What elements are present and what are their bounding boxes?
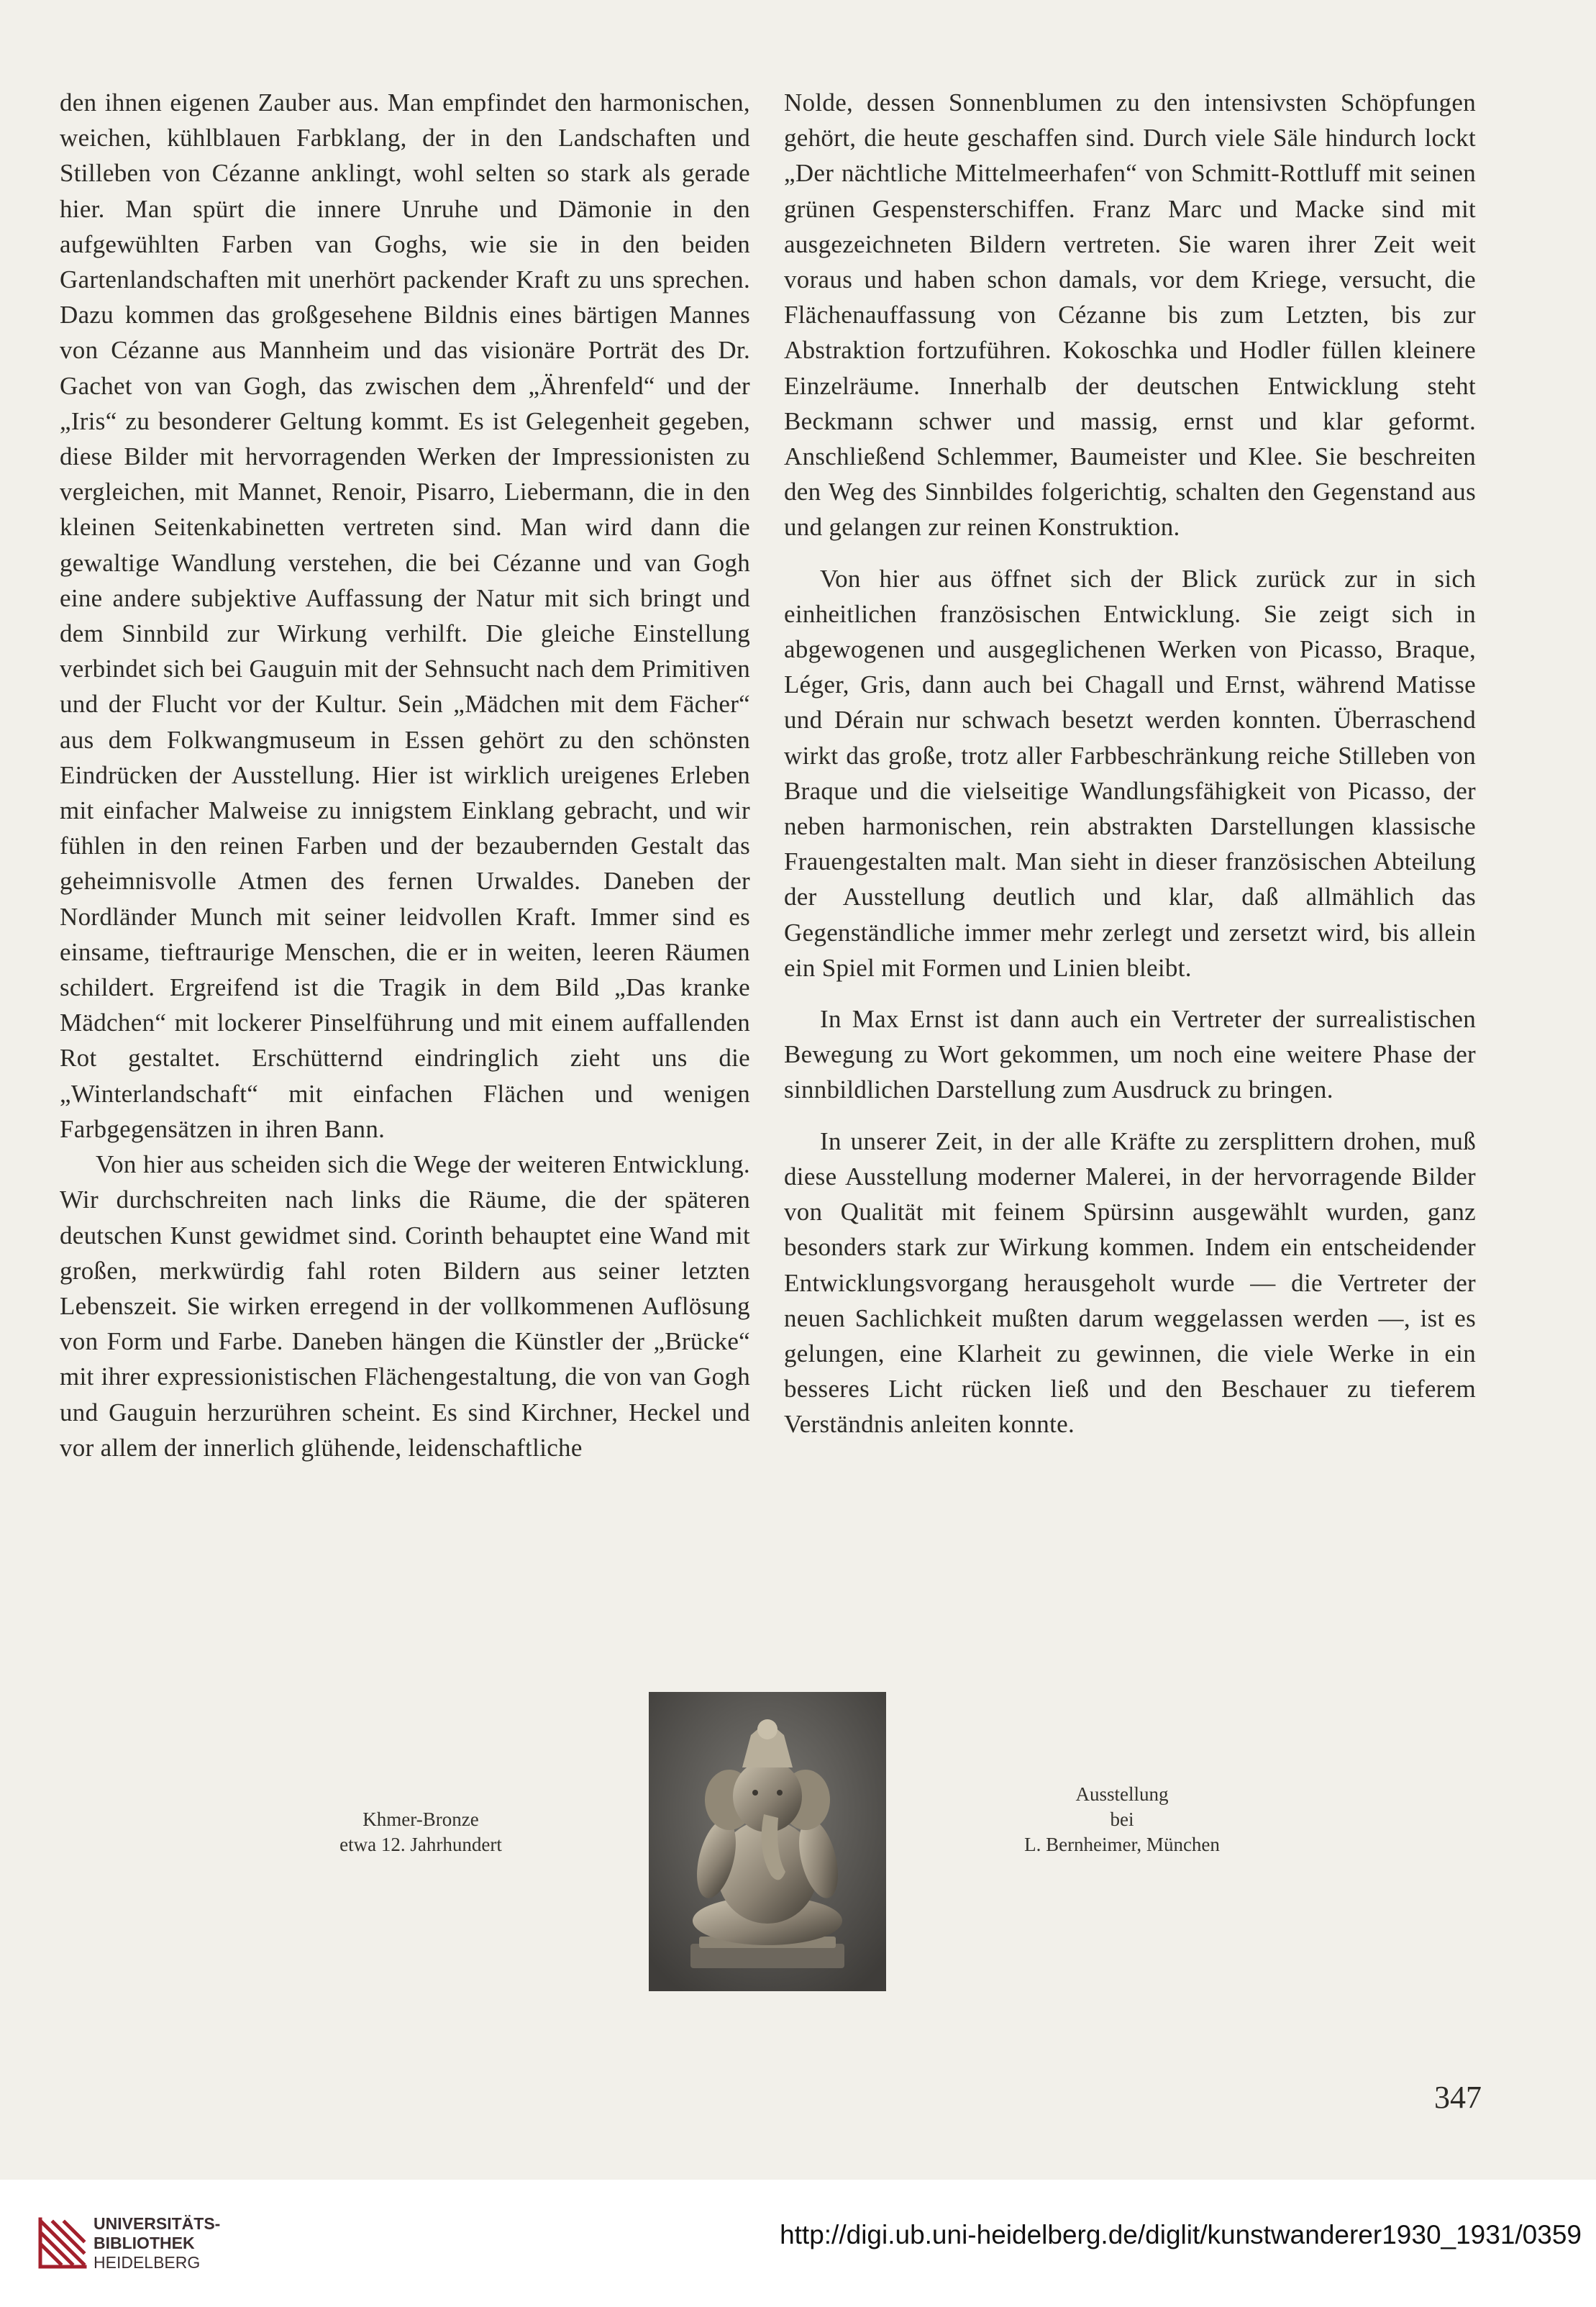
caption-line: L. Bernheimer, München (1024, 1834, 1220, 1855)
caption-line: Ausstellung (1075, 1783, 1169, 1805)
caption-line: etwa 12. Jahrhundert (339, 1834, 502, 1855)
page-number: 347 (1434, 2080, 1482, 2115)
university-library-logo-icon (37, 2212, 88, 2271)
paragraph: den ihnen eigenen Zauber aus. Man empfindet den harmonischen, weichen, kühlblauen Farbklang, der in den Landschaften und Stilleben von Cézanne anklingt, wohl selten so stark als gerade hier. Man spürt die innere Unruhe und Dämonie in den aufgewühlten Farben van Goghs, wie sie in den beiden Gartenlandschaften mit unerhört packender Kraft zu uns sprechen. Dazu kommen das großgesehene Bildnis eines bärtigen Mannes von Cézanne aus Mannheim und das visionäre Porträt des Dr. Gachet von van Gogh, das zwischen dem „Ährenfeld“ und der „Iris“ zu besonderer Geltung kommt. Es ist Gelegenheit gegeben, diese Bilder mit hervorragenden Werken der Impressionisten zu vergleichen, mit Mannet, Renoir, Pisarro, Liebermann, die in den kleinen Seitenkabinetten vertreten sind. Man wird dann die gewaltige Wandlung verstehen, die bei Cézanne und van Gogh eine andere subjektive Auffassung der Natur mit sich bringt und dem Sinnbild zur Wirkung verhilft. Die gleiche Einstellung verbindet sich bei Gauguin mit der Sehnsucht nach dem Primitiven und der Flucht vor der Kultur. Sein „Mädchen mit dem Fächer“ aus dem Folkwangmuseum in Essen gehört zu den schönsten Eindrücken der Ausstellung. Hier ist wirklich ureigenes Erleben mit einfacher Malweise zu innigstem Einklang gebracht, und wir fühlen in den reinen Farben und der bezaubernden Gestalt das geheimnisvolle Atmen des fernen Urwaldes. Daneben der Nordländer Munch mit seiner leidvollen Kraft. Immer sind es einsame, tieftraurige Menschen, die er in weiten, leeren Räumen schildert. Ergreifend ist die Tragik in dem Bild „Das kranke Mädchen“ mit lockerer Pinselführung und mit einem auffallenden Rot gestaltet. Erschütternd eindringlich zieht uns die „Winterlandschaft“ mit einfachen Flächen und wenigen Farbgegensätzen in ihren Bann. (60, 88, 750, 1143)
library-line: UNIVERSITÄTS- (94, 2214, 221, 2233)
library-name (94, 2214, 220, 2272)
library-line: HEIDELBERG (94, 2253, 201, 2272)
paragraph: Von hier aus scheiden sich die Wege der weiteren Entwicklung. Wir durchschreiten nach links die Räume, die der späteren deutschen Kunst gewidmet sind. Corinth behauptet eine Wand mit großen, merkwürdig fahl roten Bildern aus seiner letzten Lebenszeit. Sie wirken erregend in der vollkommenen Auflösung von Form und Farbe. Daneben hängen die Künstler der „Brücke“ mit ihrer expressionistischen Flächengestaltung, die von van Gogh und Gauguin herzurühren scheint. Es sind Kirchner, Heckel und vor allem der innerlich glühende, leidenschaftliche (60, 1150, 750, 1462)
khmer-bronze-photo (649, 1692, 886, 1991)
caption-line: bei (1110, 1808, 1134, 1830)
paragraph: Nolde, dessen Sonnenblumen zu den intensivsten Schöpfungen gehört, die heute geschaffen sind. Durch viele Säle hindurch lockt „Der nächtliche Mittelmeerhafen“ von Schmitt-Rottluff mit seinen grünen Gespensterschiffen. Franz Marc und Macke sind mit ausgezeichneten Bildern vertreten. Sie waren ihrer Zeit weit voraus und haben schon damals, vor dem Kriege, versucht, die Flächenauffassung von Cézanne bis zum Letzten, bis zur Abstraktion fortzuführen. Kokoschka und Hodler füllen kleinere Einzelräume. Innerhalb der deutschen Entwicklung steht Beckmann schwer und massig, ernst und klar geformt. Anschließend Schlemmer, Baumeister und Klee. Sie beschreiten den Weg des Sinnbildes folgerichtig, schalten den Gegenstand aus und gelangen zur reinen Konstruktion. (784, 88, 1476, 542)
paragraph: In Max Ernst ist dann auch ein Vertreter der surrealistischen Bewegung zu Wort gekommen, um noch eine weitere Phase der sinnbildlichen Darstellung zum Ausdruck zu bringen. (784, 1005, 1476, 1104)
left-text-column (60, 85, 750, 1465)
paragraph: In unserer Zeit, in der alle Kräfte zu zersplittern drohen, muß diese Ausstellung moderner Malerei, in der hervorragende Bilder von Qualität mit feinem Spürsinn ausgewählt wurden, ganz besonders stark zur Wirkung kommen. Indem ein entscheidender Entwicklungsvorgang herausgeholt wurde — die Vertreter der neuen Sachlichkeit mußten darum weggelassen werden —, ist es gelungen, eine Klarheit zu gewinnen, die viele Werke in ein besseres Licht rücken ließ und den Beschauer zu tieferem Verständnis anleiten konnte. (784, 1127, 1476, 1439)
library-footer (0, 2180, 1596, 2307)
paragraph: Von hier aus öffnet sich der Blick zurück zur in sich einheitlichen französischen Entwicklung. Sie zeigt sich in abgewogenen und ausgeglichenen Werken von Picasso, Braque, Léger, Gris, dann auch bei Chagall und Ernst, während Matisse und Dérain nur schwach besetzt werden konnten. Überraschend wirkt das große, trotz aller Farbbeschränkung reiche Stilleben von Braque und die vielseitige Wandlungsfähigkeit von Picasso, der neben harmonischen, rein abstrakten Darstellungen klassische Frauengestalten malt. Man sieht in dieser französischen Abteilung der Ausstellung deutlich und klar, daß allmählich das Gegenständliche immer mehr zerlegt und zersetzt wird, bis allein ein Spiel mit Formen und Linien bleibt. (784, 564, 1476, 982)
photo-caption-right (949, 1782, 1295, 1857)
library-line: BIBLIOTHEK (94, 2234, 195, 2252)
right-text-column (784, 85, 1476, 1442)
permalink-url[interactable]: http://digi.ub.uni-heidelberg.de/diglit/kunstwanderer1930_1931/0359 (780, 2220, 1582, 2249)
photo-caption-left (291, 1807, 550, 1857)
caption-line: Khmer-Bronze (362, 1808, 479, 1830)
